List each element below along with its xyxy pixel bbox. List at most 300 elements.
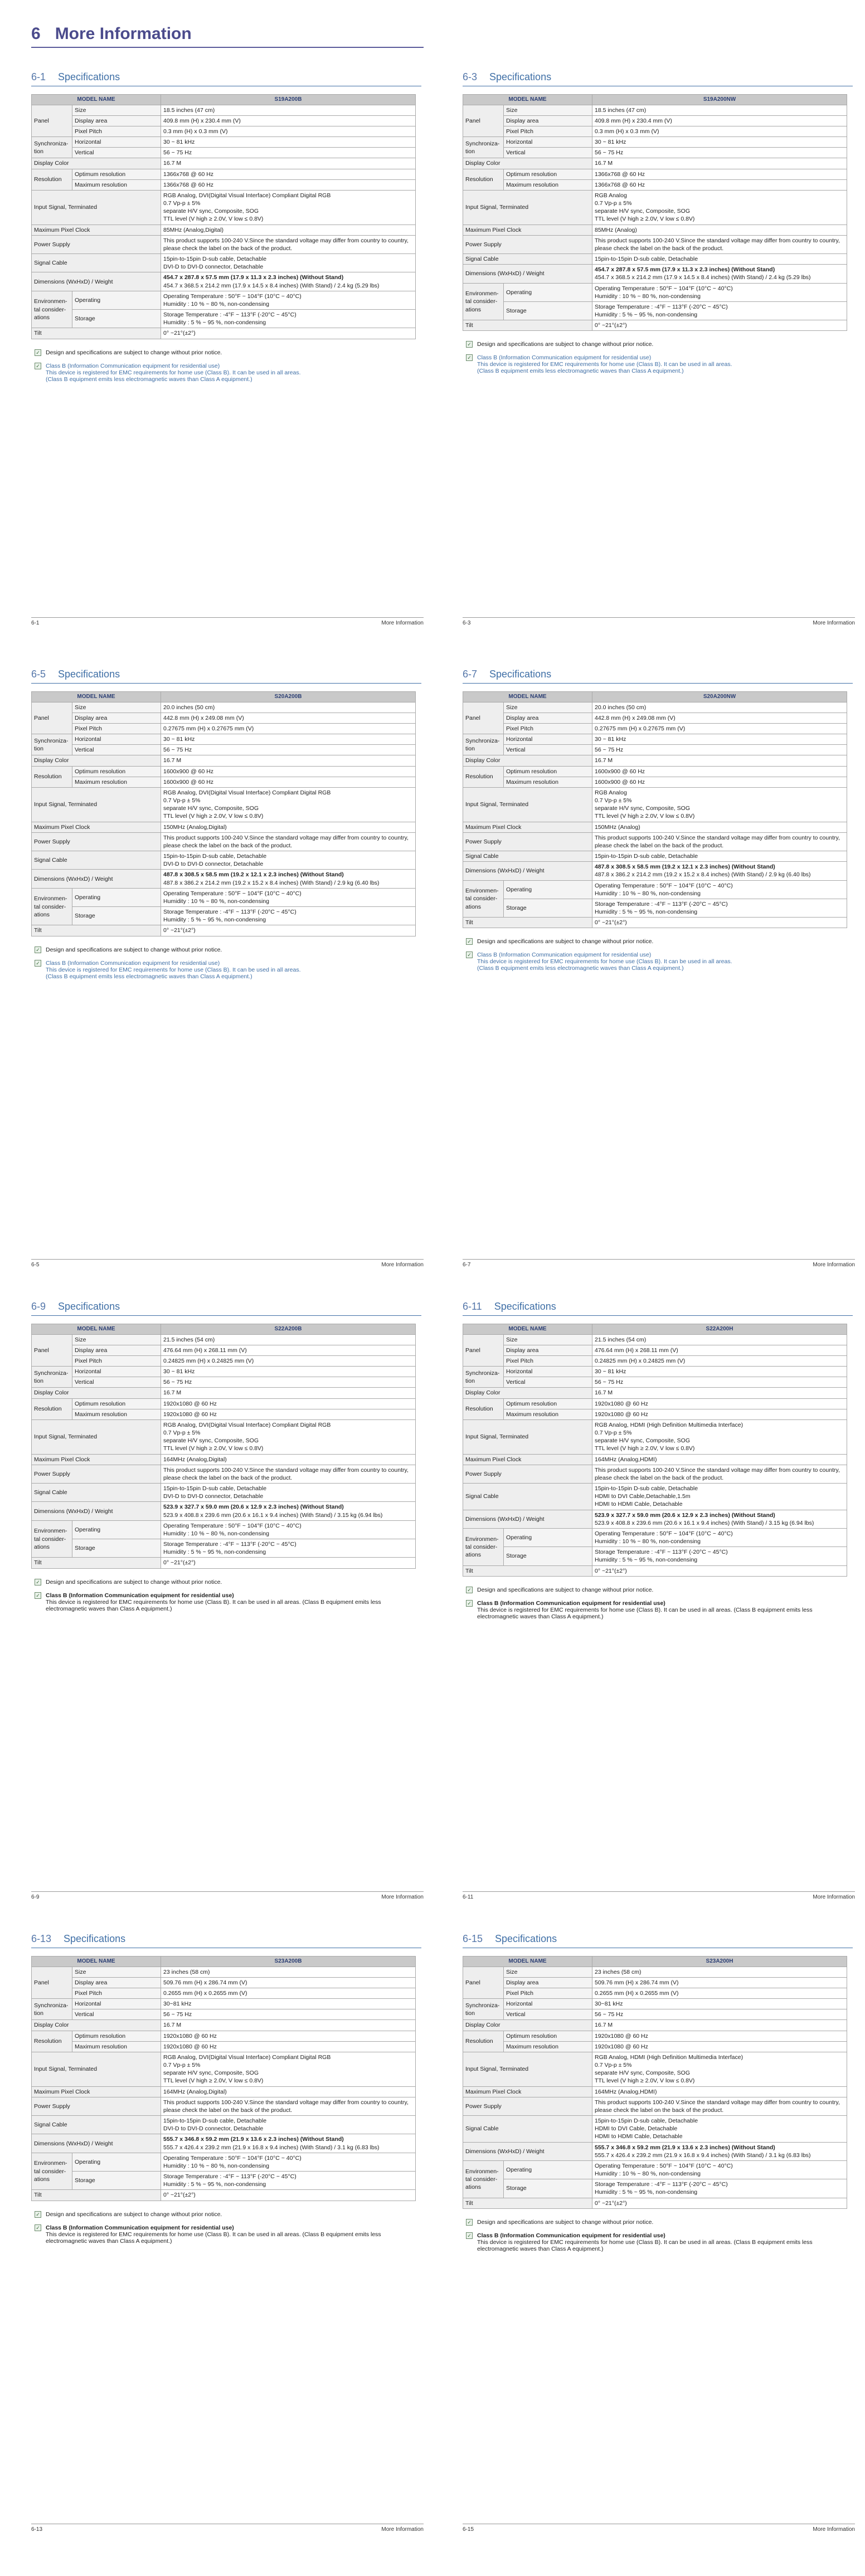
spec-subcategory: Vertical [72,1377,161,1388]
spec-value-line: TTL level (V high ≥ 2.0V, V low ≤ 0.8V) [163,813,264,820]
spec-value-line: Humidity : 10 % ~ 80 %, non-condensing [595,292,701,300]
spec-value-line: Storage Temperature : -4°F ~ 113°F (-20°C ~ 45°C) [595,900,728,908]
spec-value-line: 0° ~21°(±2°) [595,2199,627,2207]
section-title [31,71,421,86]
spec-value [592,1367,847,1377]
spec-value [161,907,416,925]
spec-page [463,669,853,978]
spec-category: Input Signal, Terminated [463,2052,592,2086]
spec-value-line: HDMI to HDMI Cable, Detachable [595,1501,683,1508]
spec-subcategory: Storage [72,2172,161,2190]
table-row [463,1355,847,1366]
spec-value-line: RGB Analog, DVI(Digital Visual Interface) Compliant Digital RGB [163,192,331,199]
spec-value-line: 15pin-to-15pin D-sub cable, Detachable [595,853,698,860]
spec-value-line: 0.7 Vp-p ± 5% [163,200,201,207]
spec-value [161,2052,416,2086]
spec-subcategory: Pixel Pitch [504,723,592,734]
spec-value-line: Humidity : 5 % ~ 95 %, non-condensing [163,2181,266,2188]
spec-table [463,691,847,928]
footer-chapter-title: More Information [813,2526,855,2533]
notes [463,2219,853,2252]
class-b-body: This device is registered for EMC requirements for home use (Class B). It can be used in all areas. (Class B equipment emits less electromagnetic waves than Class A equipment.) [46,2231,381,2245]
spec-value-line: 20.0 inches (50 cm) [595,704,647,711]
spec-category: Power Supply [463,235,592,253]
table-row [32,291,416,309]
spec-value [592,1355,847,1366]
footer-chapter-title: More Information [381,1894,424,1900]
class-b-body: This device is registered for EMC requirements for home use (Class B). It can be used in all areas. (Class B equipment emits less electromagnetic waves than Class A equipment.) [477,1606,813,1620]
section-number: 6-13 [31,1933,52,1944]
table-row [463,787,847,822]
note-text [46,2224,421,2245]
spec-value-line: TTL level (V high ≥ 2.0V, V low ≤ 0.8V) [163,1445,264,1452]
check-icon: ✓ [466,2232,473,2239]
table-row [463,225,847,235]
model-name-header: MODEL NAME [32,1957,161,1967]
check-icon: ✓ [466,938,473,945]
table-row [32,1367,416,1377]
spec-subcategory: Display area [504,115,592,126]
class-b-body: This device is registered for EMC requirements for home use (Class B). It can be used in all areas. (Class B equipment emits less electromagnetic waves than Class A equipment.) [46,1598,381,1612]
spec-value-line: 85MHz (Analog,Digital) [163,226,223,233]
spec-subcategory: Storage [504,2179,592,2198]
check-icon: ✓ [35,1592,41,1599]
spec-value [592,2009,847,2020]
note-text [46,1592,421,1612]
spec-page [463,1933,853,2259]
spec-table [31,1324,416,1569]
spec-value [161,2009,416,2020]
table-row [463,254,847,265]
spec-value [161,1558,416,1568]
spec-value-line: 15pin-to-15pin D-sub cable, Detachable [595,256,698,263]
table-row [32,1345,416,1355]
spec-value-line: 509.76 mm (H) x 286.74 mm (V) [163,1979,247,1986]
chapter-heading [31,25,424,48]
spec-subcategory: Vertical [504,2009,592,2020]
table-row [463,283,847,301]
spec-value-line: 30 ~ 81 kHz [595,736,626,743]
spec-category: Tilt [463,1565,592,1576]
table-row [32,713,416,723]
model-name-header: MODEL NAME [32,1324,161,1335]
note-text [477,952,732,972]
table-row [32,2041,416,2052]
spec-category: Panel [32,702,72,734]
spec-subcategory: Size [504,1967,592,1977]
spec-value-line: 0.3 mm (H) x 0.3 mm (V) [595,128,659,135]
table-row [463,1988,847,1998]
spec-value-line: Humidity : 10 % ~ 80 %, non-condensing [163,300,269,308]
spec-value [592,2086,847,2097]
model-name-header: MODEL NAME [32,692,161,702]
table-row [463,1967,847,1977]
spec-subcategory: Vertical [504,148,592,158]
spec-value [592,1388,847,1398]
table-row [463,2160,847,2179]
spec-value [161,225,416,235]
note-text: Design and specifications are subject to change without prior notice. [46,2211,222,2218]
table-row [32,1334,416,1345]
spec-category: Panel [32,1967,72,1999]
check-icon: ✓ [35,2211,41,2218]
spec-subcategory: Horizontal [72,1999,161,2009]
spec-subcategory: Maximum resolution [504,777,592,787]
spec-value [592,832,847,851]
spec-value [592,755,847,766]
spec-value-line: 1600x900 @ 60 Hz [163,778,214,786]
spec-value-line: 15pin-to-15pin D-sub cable, Detachable [595,2118,698,2125]
spec-value [161,777,416,787]
spec-value-line: 16.7 M [163,757,182,764]
spec-value-line: 0.7 Vp-p ± 5% [595,1430,632,1437]
spec-subcategory: Optimum resolution [72,2031,161,2041]
spec-category: Maximum Pixel Clock [463,822,592,832]
spec-value [592,1967,847,1977]
spec-value [161,888,416,906]
spec-value [592,745,847,755]
footer-page-number: 6-15 [463,2526,474,2533]
class-b-body: This device is registered for EMC requirements for home use (Class B). It can be used in all areas. [46,966,301,973]
spec-subcategory: Pixel Pitch [504,1355,592,1366]
table-row [463,137,847,148]
notes [463,938,853,972]
table-row [32,832,416,851]
spec-value-line: 487.8 x 386.2 x 214.2 mm (19.2 x 15.2 x 8.4 inches) (With Stand) / 2.9 kg (6.40 lbs) [595,871,811,879]
spec-value-line: Humidity : 10 % ~ 80 %, non-condensing [163,1530,269,1537]
spec-value-line: 16.7 M [163,2022,182,2029]
spec-value [161,2172,416,2190]
spec-value [161,702,416,713]
table-row [32,1558,416,1568]
spec-value-line: Humidity : 10 % ~ 80 %, non-condensing [163,897,269,905]
spec-value [161,2041,416,2052]
spec-value [161,870,416,888]
spec-value-line: 30 ~ 81 kHz [163,139,195,146]
spec-category: Display Color [32,158,161,169]
spec-value-line: 555.7 x 346.8 x 59.2 mm (21.9 x 13.6 x 2.3 inches) (Without Stand) [163,2136,344,2143]
spec-value-line: DVI-D to DVI-D connector, Detachable [163,861,264,868]
spec-value-line: 20.0 inches (50 cm) [163,704,215,711]
table-row [32,2116,416,2134]
spec-category: Synchroniza-tion [32,1367,72,1388]
table-row [463,734,847,745]
check-icon: ✓ [466,1587,473,1593]
spec-value-line: Storage Temperature : -4°F ~ 113°F (-20°C ~ 45°C) [163,1541,297,1548]
spec-category: Input Signal, Terminated [32,787,161,822]
notes [31,349,421,383]
spec-subcategory: Size [504,702,592,713]
spec-subcategory: Storage [72,1539,161,1558]
class-b-title: Class B (Information Communication equipment for residential use) [46,1592,234,1599]
spec-category: Panel [463,702,504,734]
table-row [32,148,416,158]
table-row [32,766,416,777]
spec-value-line: This product supports 100-240 V.Since the standard voltage may differ from country to country, please check the label on the back of the product. [163,2099,409,2114]
spec-subcategory: Horizontal [72,1367,161,1377]
spec-value-line: 150MHz (Analog,Digital) [163,823,227,831]
section-number: 6-11 [463,1301,482,1312]
table-row [463,169,847,179]
spec-value-line: DVI-D to DVI-D connector, Detachable [163,2125,264,2133]
spec-value-line: 1600x900 @ 60 Hz [163,768,214,775]
spec-table [463,94,847,331]
spec-value [592,1977,847,1988]
spec-value-line: 1920x1080 @ 60 Hz [163,2032,217,2040]
class-b-title: Class B (Information Communication equipment for residential use) [46,362,220,369]
table-row [32,2134,416,2153]
note-item [463,952,853,972]
table-row [32,1409,416,1419]
spec-value-line: 523.9 x 408.8 x 239.6 mm (20.6 x 16.1 x 9.4 inches) (With Stand) / 3.15 kg (6.94 lbs) [595,1519,814,1526]
note-item [463,354,853,374]
note-text: Design and specifications are subject to change without prior notice. [477,2218,654,2226]
spec-value [161,1454,416,1465]
spec-value [161,2097,416,2115]
spec-value [592,723,847,734]
footer-page-number: 6-9 [31,1894,40,1900]
spec-subcategory: Horizontal [504,137,592,148]
table-row [463,1484,847,1510]
spec-category: Dimensions (WxHxD) / Weight [463,2142,592,2160]
spec-value-line: 409.8 mm (H) x 230.4 mm (V) [163,117,241,124]
spec-value-line: 56 ~ 75 Hz [163,2011,192,2018]
spec-value [592,265,847,283]
spec-value [161,105,416,115]
spec-value-line: separate H/V sync, Composite, SOG [595,805,690,812]
spec-value [592,2041,847,2052]
spec-subcategory: Operating [504,1528,592,1546]
table-row [463,862,847,880]
section-number: 6-3 [463,71,478,82]
spec-value-line: RGB Analog, DVI(Digital Visual Interface) Compliant Digital RGB [163,789,331,796]
spec-value-line: Humidity : 5 % ~ 95 %, non-condensing [595,2189,698,2196]
spec-value [161,148,416,158]
spec-subcategory: Storage [72,310,161,328]
spec-table [31,94,416,339]
spec-category: Signal Cable [463,254,592,265]
spec-value [592,880,847,899]
spec-value-line: 555.7 x 346.8 x 59.2 mm (21.9 x 13.6 x 2.3 inches) (Without Stand) [595,2144,775,2151]
spec-value-line: Storage Temperature : -4°F ~ 113°F (-20°C ~ 45°C) [595,1549,728,1556]
spec-value-line: 454.7 x 368.5 x 214.2 mm (17.9 x 14.5 x 8.4 inches) (With Stand) / 2.4 kg (5.29 lbs) [595,274,811,281]
spec-page [31,1933,421,2251]
spec-value [161,1520,416,1539]
spec-value-line: 15pin-to-15pin D-sub cable, Detachable [595,1485,698,1492]
section-title [463,669,853,684]
spec-category: Signal Cable [463,2116,592,2143]
spec-value-line: separate H/V sync, Composite, SOG [595,208,690,215]
spec-category: Resolution [463,169,504,190]
spec-value-line: 56 ~ 75 Hz [595,1379,624,1386]
note-text: Design and specifications are subject to change without prior notice. [46,1578,222,1585]
spec-value-line: TTL level (V high ≥ 2.0V, V low ≤ 0.8V) [595,813,695,820]
spec-value [592,169,847,179]
spec-category: Dimensions (WxHxD) / Weight [32,1502,161,1520]
spec-category: Display Color [32,2020,161,2031]
spec-value-line: 1366x768 @ 60 Hz [163,181,214,188]
table-row [32,734,416,745]
spec-category: Tilt [463,2198,592,2208]
spec-value [592,734,847,745]
spec-value [161,254,416,272]
table-row [32,723,416,734]
spec-subcategory: Pixel Pitch [504,1988,592,1998]
spec-category: Dimensions (WxHxD) / Weight [32,870,161,888]
section-title [31,1933,421,1948]
spec-value [161,1355,416,1366]
table-row [463,2031,847,2041]
spec-subcategory: Operating [72,2153,161,2171]
table-row [32,1967,416,1977]
table-row [463,755,847,766]
section-title-text: Specifications [58,71,120,82]
spec-page [31,1301,421,1619]
spec-category: Maximum Pixel Clock [32,822,161,832]
footer-chapter-title: More Information [381,2526,424,2533]
spec-value [161,925,416,936]
table-row [32,888,416,906]
spec-category: Environmen-tal consider-ations [463,1528,504,1565]
spec-subcategory: Vertical [504,745,592,755]
spec-value-line: RGB Analog [595,192,627,199]
table-row [32,870,416,888]
footer-chapter-title: More Information [381,1262,424,1268]
check-icon: ✓ [466,952,473,958]
spec-subcategory: Pixel Pitch [72,126,161,136]
footer-chapter-title: More Information [813,1262,855,1268]
chapter-number: 6 [31,25,41,43]
spec-value-line: Operating Temperature : 50°F ~ 104°F (10°C ~ 40°C) [595,2162,733,2169]
spec-value [592,2031,847,2041]
table-row [32,1484,416,1502]
page-footer [31,1891,424,1900]
spec-subcategory: Size [72,1967,161,1977]
table-row [463,235,847,253]
spec-page [463,1301,853,1627]
section-title [31,1301,421,1316]
spec-category: Display Color [463,755,592,766]
table-row [32,1454,416,1465]
note-item [31,2211,421,2218]
spec-value [161,2020,416,2031]
spec-subcategory: Operating [72,888,161,906]
spec-value-line: 0.27675 mm (H) x 0.27675 mm (V) [163,725,254,732]
spec-category: Power Supply [463,832,592,851]
spec-subcategory: Maximum resolution [72,179,161,190]
spec-subcategory: Horizontal [504,1367,592,1377]
footer-page-number: 6-1 [31,620,40,626]
note-item [31,947,421,953]
spec-value-line: Humidity : 5 % ~ 95 %, non-condensing [595,909,698,916]
footer-page-number: 6-3 [463,620,471,626]
spec-category: Environmen-tal consider-ations [32,888,72,925]
note-item [31,2224,421,2245]
spec-value [592,1398,847,1409]
spec-value [161,734,416,745]
spec-value-line: 15pin-to-15pin D-sub cable, Detachable [163,256,267,263]
spec-value-line: TTL level (V high ≥ 2.0V, V low ≤ 0.8V) [595,1445,695,1452]
spec-category: Maximum Pixel Clock [463,225,592,235]
spec-value-line: 21.5 inches (54 cm) [163,1336,215,1343]
section-title [463,1301,853,1316]
spec-value [161,2190,416,2201]
table-header-row [463,95,847,105]
notes [463,341,853,374]
spec-category: Power Supply [463,1465,592,1483]
spec-value-line: 56 ~ 75 Hz [163,1379,192,1386]
check-icon: ✓ [35,960,41,967]
spec-table [31,691,416,936]
spec-value [592,235,847,253]
spec-value-line: 487.8 x 386.2 x 214.2 mm (19.2 x 15.2 x 8.4 inches) (With Stand) / 2.9 kg (6.40 lbs) [163,879,380,886]
table-row [463,2052,847,2086]
notes [31,2211,421,2245]
spec-value-line: 1600x900 @ 60 Hz [595,778,645,786]
table-row [32,1999,416,2009]
table-row [463,1977,847,1988]
spec-value-line: 0.7 Vp-p ± 5% [595,200,632,207]
spec-value [592,2097,847,2115]
spec-value-line: 16.7 M [595,1389,613,1397]
section-title [463,71,853,86]
table-row [32,2052,416,2086]
model-value-header: S20A200B [161,692,416,702]
note-item [31,363,421,383]
spec-value-line: 523.9 x 408.8 x 239.6 mm (20.6 x 16.1 x 9.4 inches) (With Stand) / 3.15 kg (6.94 lbs) [163,1511,383,1519]
table-header-row [463,692,847,702]
spec-category: Panel [32,105,72,137]
model-name-header: MODEL NAME [463,1957,592,1967]
spec-table [31,1956,416,2201]
spec-subcategory: Maximum resolution [72,1409,161,1419]
spec-value [161,1388,416,1398]
table-row [32,907,416,925]
spec-value-line: 0° ~21°(±2°) [595,322,627,329]
spec-value-line: 21.5 inches (54 cm) [595,1336,647,1343]
spec-subcategory: Vertical [72,148,161,158]
table-row [463,1388,847,1398]
table-row [463,105,847,115]
spec-subcategory: Display area [504,1345,592,1355]
spec-subcategory: Operating [504,880,592,899]
spec-value [592,787,847,822]
spec-value-line: TTL level (V high ≥ 2.0V, V low ≤ 0.8V) [595,216,695,223]
spec-subcategory: Operating [72,291,161,309]
spec-value-line: 0° ~21°(±2°) [163,927,196,934]
spec-subcategory: Pixel Pitch [72,1355,161,1366]
note-text: Design and specifications are subject to change without prior notice. [477,341,654,348]
table-row [32,328,416,339]
table-row [463,2009,847,2020]
section-number: 6-1 [31,71,46,82]
table-row [463,1409,847,1419]
spec-value [161,1345,416,1355]
footer-chapter-title: More Information [813,1894,855,1900]
spec-category: Power Supply [463,2097,592,2115]
table-row [463,1419,847,1454]
page-footer [463,617,855,626]
spec-value [592,105,847,115]
spec-value-line: Storage Temperature : -4°F ~ 113°F (-20°C ~ 45°C) [595,2181,728,2188]
table-header-row [32,1957,416,1967]
spec-value [592,862,847,880]
spec-value [592,179,847,190]
spec-value-line: 0.24825 mm (H) x 0.24825 mm (V) [163,1357,254,1364]
table-row [32,822,416,832]
section-number: 6-9 [31,1301,46,1312]
spec-category: Dimensions (WxHxD) / Weight [32,2134,161,2153]
